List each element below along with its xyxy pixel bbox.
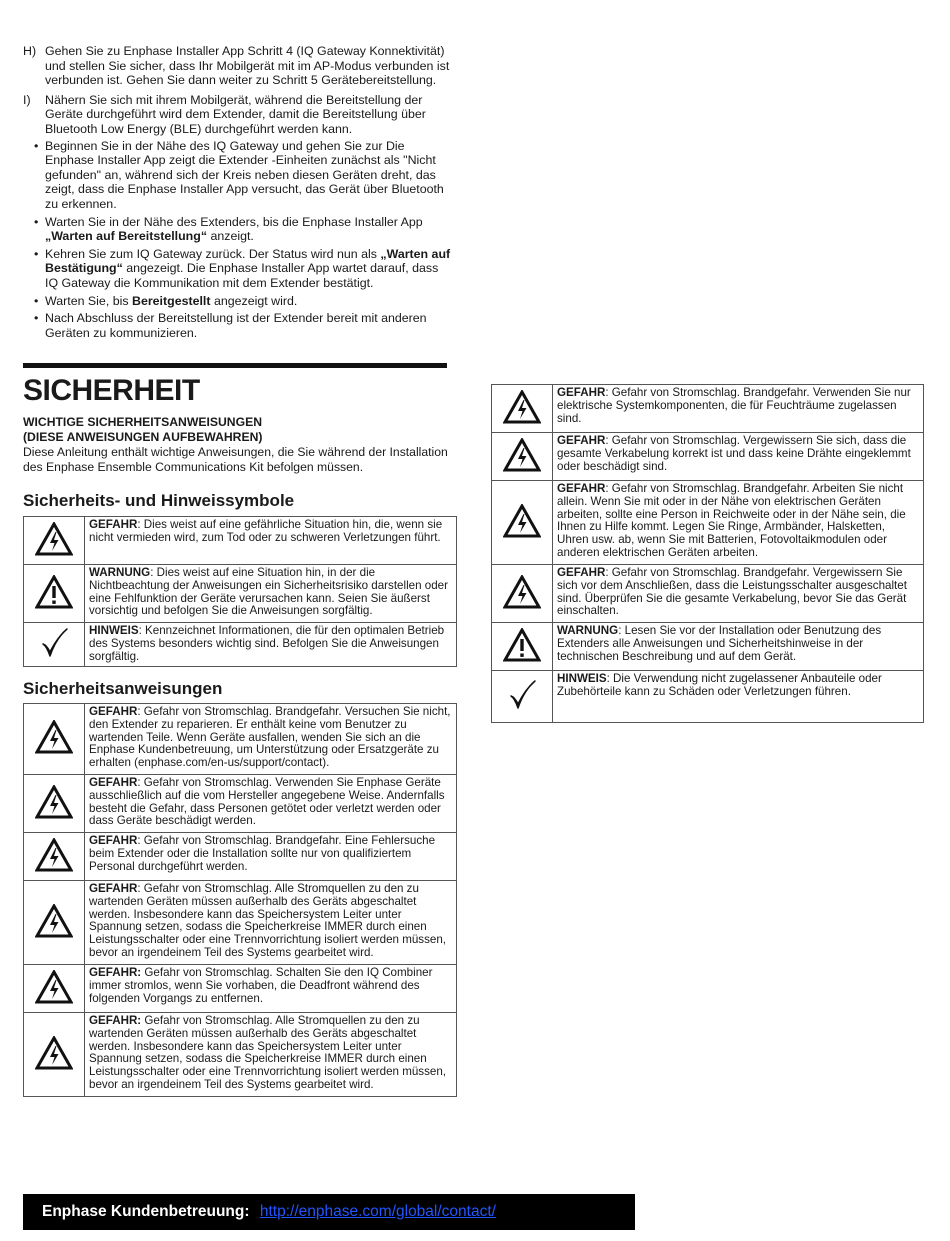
safety-label: WARNUNG (557, 624, 619, 637)
safety-text: : Gefahr von Stromschlag. Brandgefahr. Versuchen Sie nicht, den Extender zu reparieren. Er enthält keine vom Benutzer zu wartenden Teile. Wenn Geräte ausfallen, wenden Sie sich an die Enphase Kundenbetreuung, um Unterstützung oder Ersatzgeräte zu erhalten (enphase.com/en-us/support/contact). (89, 705, 451, 770)
safety-text: : Kennzeichnet Informationen, die für den optimalen Betrieb des Systems besonders wichtig sind. Befolgen Sie die Anweisungen sorgfältig. (89, 624, 445, 663)
safety-text: : Gefahr von Stromschlag. Alle Stromquellen zu den zu wartenden Geräten müssen außerhalb des Geräts abgeschaltet werden. Insbesondere kann das Speichersystem Leiter unter Spannung setzen, sodass die Speicherkreise IMMER durch einen Leistungsschalter oder eine Trennvorrichtung isoliert werden müssen, bevor an irgendeinem Teil des Systems gearbeitet wird. (89, 882, 447, 959)
safety-text: : Gefahr von Stromschlag. Vergewissern Sie sich, dass die gesamte Verkabelung korrekt ist und dass keine Drähte eingeklemmt oder beschädigt sind. (557, 434, 911, 473)
safety-message (85, 623, 457, 667)
table-row (492, 433, 924, 481)
safety-title: SICHERHEIT (23, 374, 200, 407)
important-instructions (23, 415, 448, 475)
safety-text: : Gefahr von Stromschlag. Brandgefahr. Vergewissern Sie sich vor dem Anschließen, dass die Leistungsschalter ausgeschaltet sind. Überprüfen Sie die gesamte Verkabelung, bevor Sie das Gerät einschalten. (557, 566, 907, 618)
safety-text: Gefahr von Stromschlag. Alle Stromquellen zu den zu wartenden Geräten müssen außerhalb des Geräts abgeschaltet werden. Insbesondere kann das Speichersystem Leiter unter Spannung setzen, sodass die Speicherkreise IMMER durch einen Leistungsschalter oder eine Trennvorrichtung isoliert werden müssen, bevor an irgendeinem Teil des Systems gearbeitet wird. (89, 1014, 447, 1091)
safety-label: HINWEIS (557, 672, 607, 685)
table-row (24, 623, 457, 667)
electric-hazard-icon (24, 1013, 85, 1097)
safety-message (85, 1013, 457, 1097)
bullet-item: • Beginnen Sie in der Nähe des IQ Gateway und gehen Sie zur Die Enphase Installer App zeigt die Extender -Einheiten zunächst als "Nicht gefunden" an, während sich der Kreis neben diesen Geräten dreht, das zeigt, dass die Enphase Installer App versucht, das Gerät über Bluetooth zu erkennen. (32, 139, 453, 212)
footer-label: Enphase Kundenbetreuung: (42, 1203, 250, 1220)
safety-text: : Dies weist auf eine Situation hin, in der die Nichtbeachtung der Anweisungen ein Sicherheitsrisiko darstellen oder eine Fehlfunktion der Geräte verursachen kann. Seien Sie äußerst vorsichtig und befolgen Sie die Anweisungen sorgfältig. (89, 566, 448, 618)
electric-hazard-icon (492, 565, 553, 623)
table-row (24, 517, 457, 565)
step-i-bullets (32, 139, 453, 341)
step-text: Nähern Sie sich mit ihrem Mobilgerät, während die Bereitstellung der Geräte durchgeführt wird dem Extender, damit die Bereitstellung über Bluetooth Low Energy (BLE) durchgeführt werden kann. (45, 92, 426, 136)
safety-message (85, 704, 457, 775)
provisioning-steps (23, 44, 453, 345)
table-row (492, 481, 924, 565)
safety-message (85, 833, 457, 881)
table-row (24, 833, 457, 881)
table-row (492, 385, 924, 433)
bullet-item: • Kehren Sie zum IQ Gateway zurück. Der Status wird nun als „Warten auf Bestätigung“ angezeigt. Die Enphase Installer App wartet darauf, dass IQ Gateway die Kommunikation mit dem Extender bestätigt. (32, 247, 453, 291)
safety-message (85, 517, 457, 565)
step-i (23, 93, 453, 341)
table-row (24, 565, 457, 623)
important-intro: Diese Anleitung enthält wichtige Anweisungen, die Sie während der Installation des Enphase Ensemble Communications Kit befolgen müssen. (23, 445, 448, 474)
safety-label: GEFAHR (557, 482, 606, 495)
safety-text: : Gefahr von Stromschlag. Brandgefahr. Verwenden Sie nur elektrische Systemkomponenten, die für Feuchträume zugelassen sind. (557, 386, 911, 425)
safety-text: : Gefahr von Stromschlag. Verwenden Sie Enphase Geräte ausschließlich auf die vom Hersteller angegebene Weise. Andernfalls besteht die Gefahr, dass Personen getötet oder verletzt werden oder dass Geräte beschädigt werden. (89, 776, 445, 828)
electric-hazard-icon (24, 881, 85, 965)
safety-label: GEFAHR (89, 882, 138, 895)
table-row (24, 881, 457, 965)
support-link[interactable]: http://enphase.com/global/contact/ (259, 1203, 496, 1220)
safety-message (553, 385, 924, 433)
table-row (24, 775, 457, 833)
electric-hazard-icon (24, 517, 85, 565)
electric-hazard-icon (24, 704, 85, 775)
safety-text: : Gefahr von Stromschlag. Brandgefahr. Arbeiten Sie nicht allein. Wenn Sie mit oder in der Nähe von elektrischen Geräten arbeiten, sollte eine Person in Reichweite oder in der Nähe sein, die Ihnen zu Hilfe kommt. Legen Sie Ringe, Armbänder, Halsketten, Uhren usw. ab, wenn Sie mit Batterien, Fotovoltaikmodulen oder anderen elektrischen Geräten arbeiten. (557, 482, 906, 559)
table-row (24, 1013, 457, 1097)
safety-label: GEFAHR (89, 834, 138, 847)
electric-hazard-icon (492, 385, 553, 433)
safety-message (85, 775, 457, 833)
warning-exclamation-icon (24, 565, 85, 623)
table-row (492, 671, 924, 723)
important-heading-1: WICHTIGE SICHERHEITSANWEISUNGEN (23, 415, 263, 429)
instructions-table (23, 703, 457, 1097)
bullet-item: • Warten Sie in der Nähe des Extenders, bis die Enphase Installer App „Warten auf Bereitstellung“ anzeigt. (32, 215, 453, 244)
electric-hazard-icon (492, 481, 553, 565)
table-row (24, 704, 457, 775)
electric-hazard-icon (24, 833, 85, 881)
safety-text: : Lesen Sie vor der Installation oder Benutzung des Extenders alle Anweisungen und Sicherheitshinweise in der technischen Beschreibung und auf dem Gerät. (557, 624, 882, 663)
safety-message (553, 433, 924, 481)
safety-label: GEFAHR (89, 518, 138, 531)
electric-hazard-icon (492, 433, 553, 481)
safety-label: GEFAHR (557, 386, 606, 399)
safety-text: : Die Verwendung nicht zugelassener Anbauteile oder Zubehörteile kann zu Schäden oder Verletzungen führen. (557, 672, 882, 698)
checkmark-icon (492, 671, 553, 723)
warning-exclamation-icon (492, 623, 553, 671)
safety-label: GEFAHR: (89, 966, 142, 979)
safety-message (85, 881, 457, 965)
safety-label: WARNUNG (89, 566, 151, 579)
table-row (24, 965, 457, 1013)
safety-message (553, 671, 924, 723)
safety-label: GEFAHR: (89, 1014, 142, 1027)
safety-message (553, 565, 924, 623)
footer-bar (23, 1194, 635, 1230)
safety-text: : Gefahr von Stromschlag. Brandgefahr. Eine Fehlersuche beim Extender oder die Installation sollte nur von qualifiziertem Personal durchgeführt werden. (89, 834, 436, 873)
safety-label: GEFAHR (557, 434, 606, 447)
instructions-heading: Sicherheitsanweisungen (23, 679, 223, 698)
safety-text: : Dies weist auf eine gefährliche Situation hin, die, wenn sie nicht vermieden wird, zum Tod oder zu schweren Verletzungen führt. (89, 518, 443, 544)
safety-label: HINWEIS (89, 624, 139, 637)
checkmark-icon (24, 623, 85, 667)
bullet-item: • Nach Abschluss der Bereitstellung ist der Extender bereit mit anderen Geräten zu kommunizieren. (32, 311, 453, 340)
step-text: Gehen Sie zu Enphase Installer App Schritt 4 (IQ Gateway Konnektivität) und stellen Sie sicher, dass Ihr Mobilgerät mit im AP-Modus verbunden ist verbunden ist. Gehen Sie dann weiter zu Schritt 5 Gerätebereitstellung. (45, 44, 450, 88)
safety-message (553, 481, 924, 565)
bullet-item: • Warten Sie, bis Bereitgestellt angezeigt wird. (32, 294, 453, 309)
step-h (23, 44, 453, 88)
safety-label: GEFAHR (89, 776, 138, 789)
safety-label: GEFAHR (89, 705, 138, 718)
safety-message (85, 565, 457, 623)
safety-label: GEFAHR (557, 566, 606, 579)
symbols-heading: Sicherheits- und Hinweissymbole (23, 491, 295, 510)
table-row (492, 565, 924, 623)
safety-message (85, 965, 457, 1013)
safety-message (553, 623, 924, 671)
important-heading-2: (DIESE ANWEISUNGEN AUFBEWAHREN) (23, 430, 263, 444)
step-letter: H) (23, 44, 37, 58)
safety-text: Gefahr von Stromschlag. Schalten Sie den IQ Combiner immer stromlos, wenn Sie vorhaben, die Deadfront während des folgenden Vorgangs zu entfernen. (89, 966, 433, 1005)
table-row (492, 623, 924, 671)
electric-hazard-icon (24, 965, 85, 1013)
symbols-table (23, 516, 457, 667)
step-letter: I) (23, 92, 31, 107)
section-divider (23, 363, 447, 368)
electric-hazard-icon (24, 775, 85, 833)
right-safety-table (491, 384, 924, 723)
